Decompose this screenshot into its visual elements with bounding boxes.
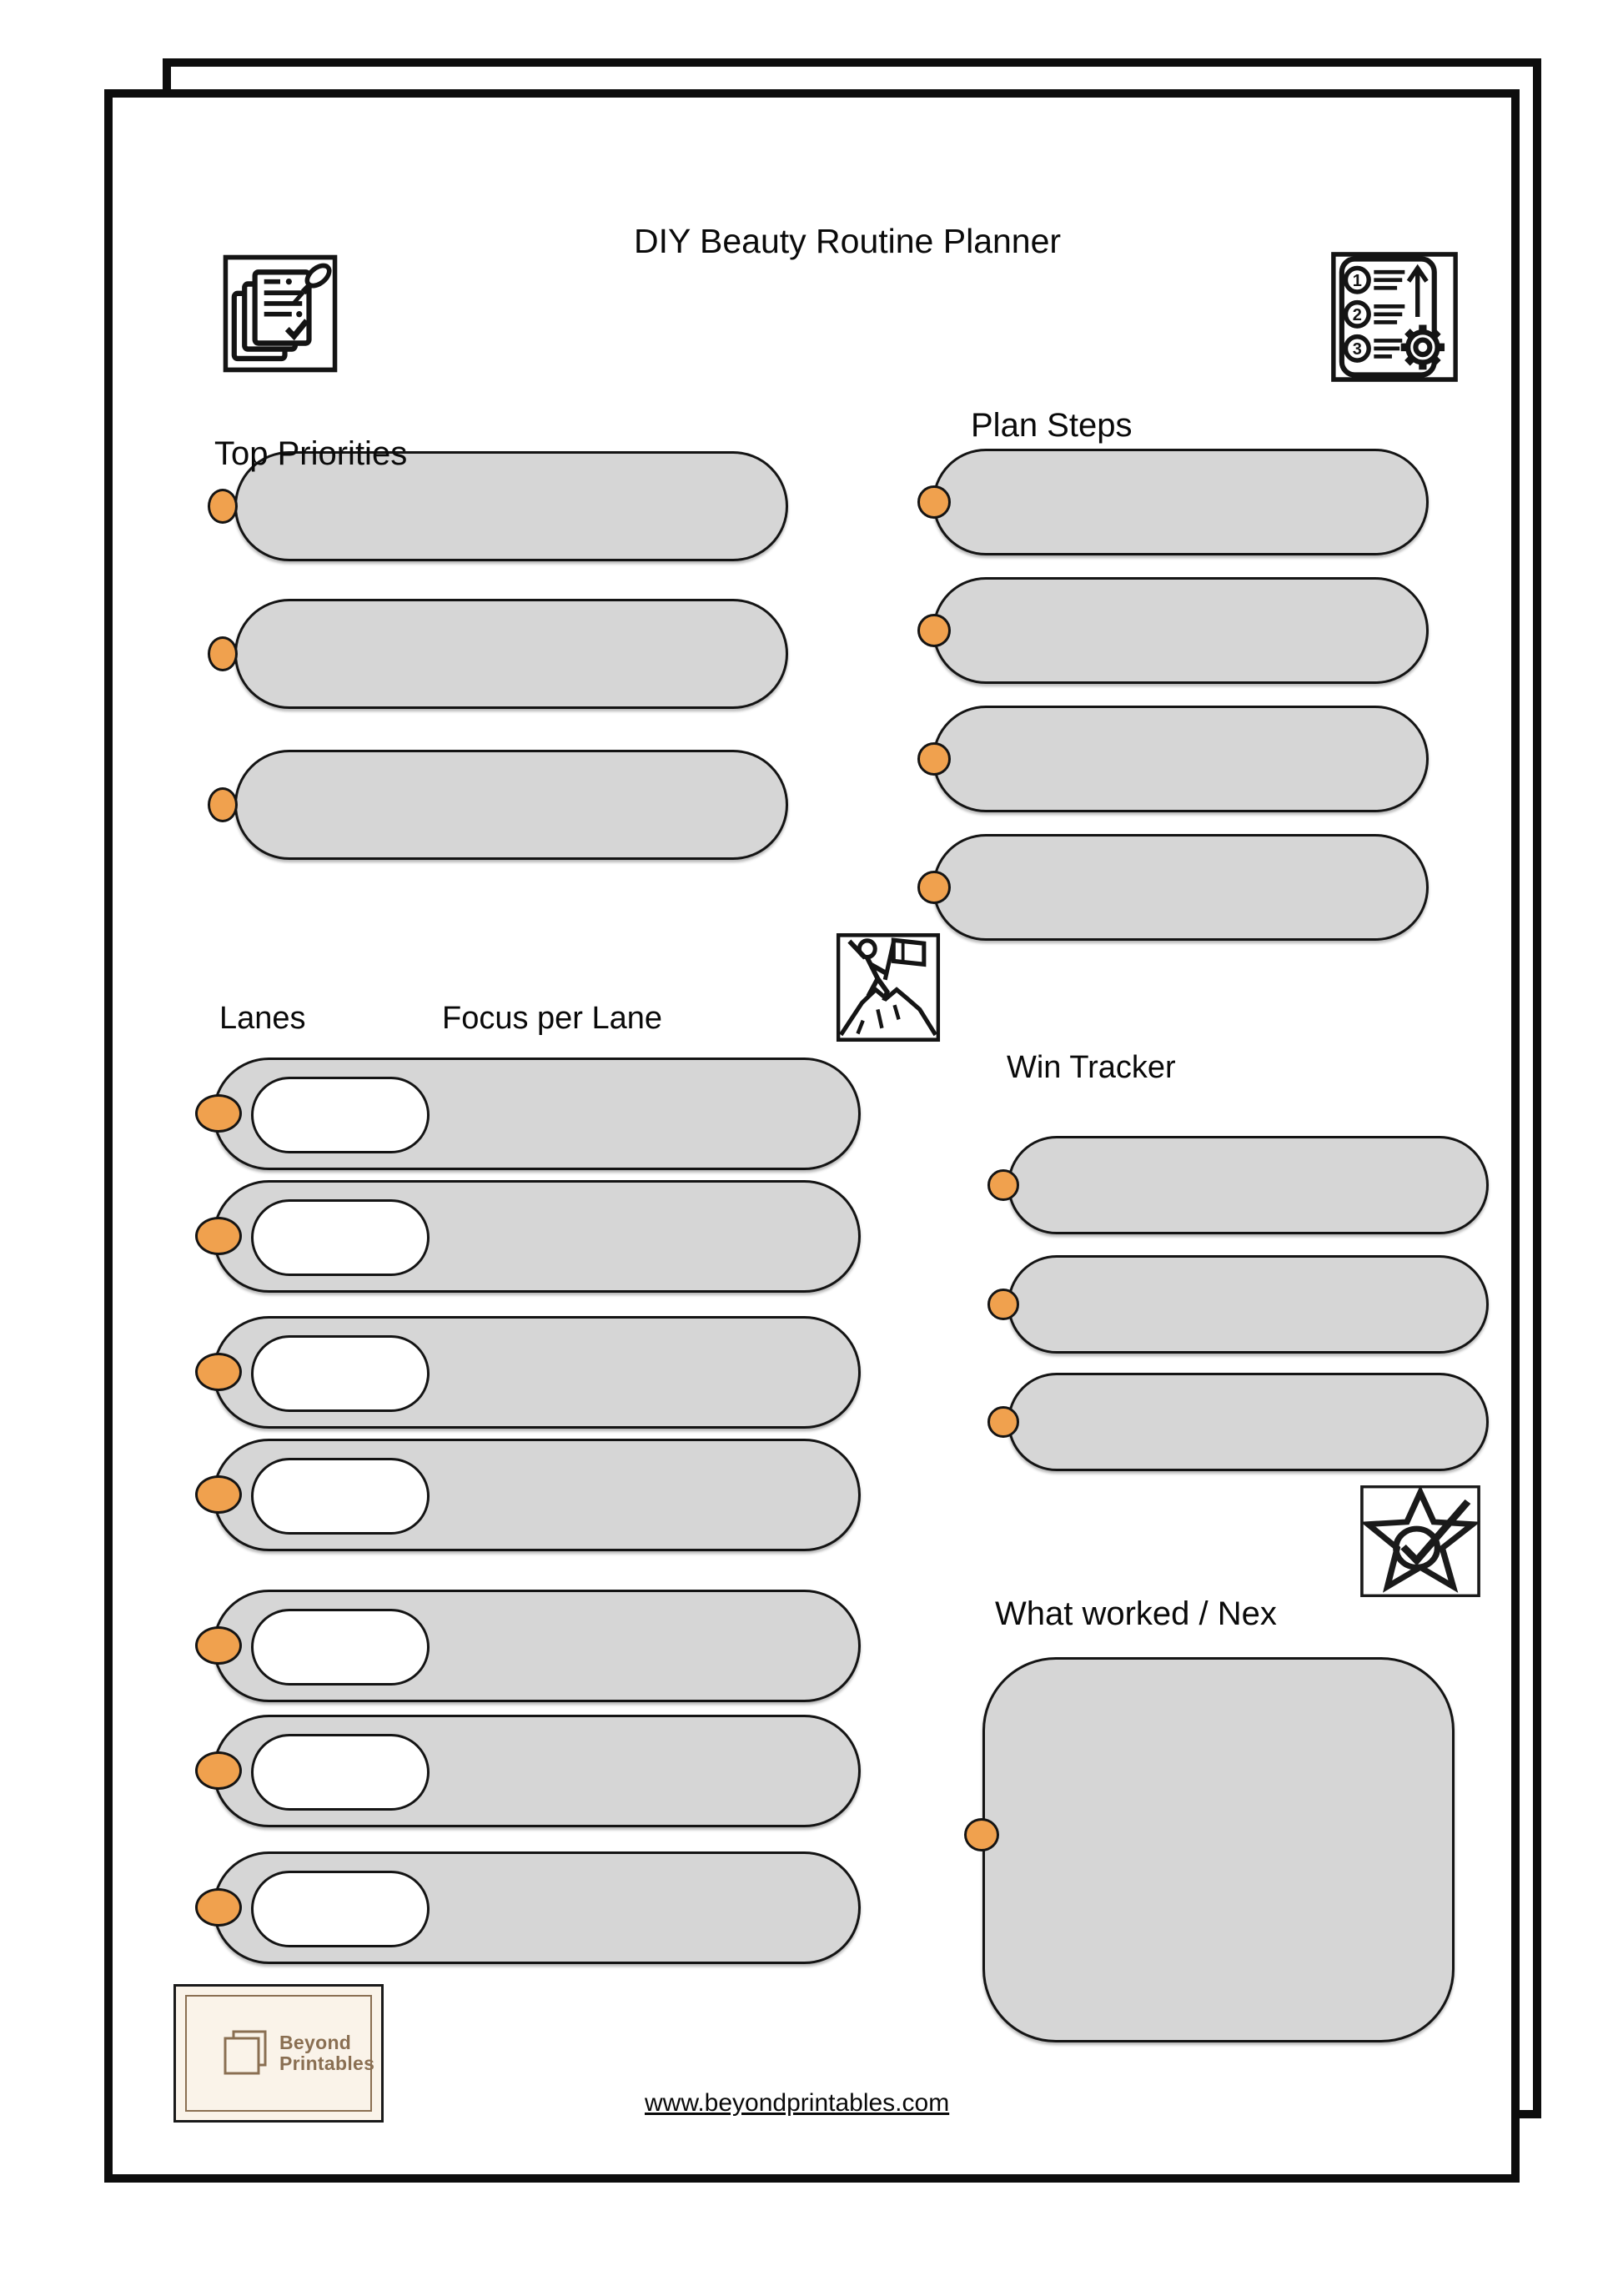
review-notes-field [982, 1657, 1455, 2042]
review-marker-dot [964, 1818, 999, 1851]
priority-field-3 [234, 750, 788, 860]
lane-marker-dot-4 [195, 1475, 242, 1514]
lane-row-6 [213, 1715, 861, 1827]
priority-marker-dot-2 [208, 636, 238, 671]
footer-website-link[interactable]: www.beyondprintables.com [645, 2089, 950, 2117]
lane-row-3 [213, 1316, 861, 1429]
lane-row-7 [213, 1851, 861, 1964]
priority-field-2 [234, 599, 788, 709]
pinned-notes-icon [223, 254, 338, 373]
lane-marker-dot-1 [195, 1094, 242, 1133]
lane-row-1 [213, 1058, 861, 1170]
lane-name-field-6 [251, 1734, 430, 1811]
svg-text:1: 1 [1352, 271, 1362, 290]
brand-name-line2: Printables [279, 2052, 375, 2074]
plan-step-marker-dot-4 [917, 871, 951, 904]
star-check-icon [1359, 1485, 1481, 1598]
win-marker-dot-1 [987, 1169, 1019, 1201]
svg-text:3: 3 [1352, 339, 1362, 359]
plan-step-field-4 [932, 834, 1429, 941]
win-field-1 [1007, 1136, 1489, 1234]
lane-name-field-1 [251, 1077, 430, 1153]
lane-row-4 [213, 1439, 861, 1551]
win-field-2 [1007, 1255, 1489, 1354]
brand-logo-frame [185, 1995, 375, 2112]
win-field-3 [1007, 1373, 1489, 1471]
brand-logo [173, 1984, 384, 2123]
plan-step-field-3 [932, 706, 1429, 812]
lane-name-field-4 [251, 1458, 430, 1535]
lane-name-field-3 [251, 1335, 430, 1412]
lane-marker-dot-5 [195, 1626, 242, 1665]
lane-name-field-5 [251, 1609, 430, 1686]
summit-flag-icon [836, 932, 941, 1042]
plan-step-field-1 [932, 449, 1429, 555]
win-marker-dot-3 [987, 1406, 1019, 1438]
brand-logo-text [279, 2032, 374, 2075]
win-tracker-heading: Win Tracker [1007, 1050, 1176, 1085]
lane-marker-dot-3 [195, 1353, 242, 1391]
page-title: DIY Beauty Routine Planner [634, 222, 1062, 260]
priority-marker-dot-1 [208, 489, 238, 524]
plan-step-marker-dot-1 [917, 485, 951, 519]
numbered-steps-gear-icon [1330, 251, 1459, 383]
plan-step-marker-dot-3 [917, 742, 951, 776]
win-marker-dot-2 [987, 1289, 1019, 1320]
lane-name-field-2 [251, 1199, 430, 1276]
focus-per-lane-heading: Focus per Lane [442, 1001, 663, 1036]
top-priorities-heading: Top Priorities [214, 435, 408, 472]
lane-marker-dot-2 [195, 1217, 242, 1255]
brand-name-line1: Beyond [279, 2031, 352, 2053]
lanes-heading: Lanes [219, 1001, 306, 1036]
lane-marker-dot-7 [195, 1888, 242, 1927]
lane-row-2 [213, 1180, 861, 1293]
lane-row-5 [213, 1590, 861, 1702]
plan-steps-heading: Plan Steps [971, 407, 1133, 444]
plan-step-marker-dot-2 [917, 614, 951, 647]
review-heading: What worked / Nex [995, 1595, 1277, 1632]
priority-marker-dot-3 [208, 787, 238, 822]
plan-step-field-2 [932, 577, 1429, 684]
lane-marker-dot-6 [195, 1751, 242, 1790]
lane-name-field-7 [251, 1871, 430, 1947]
stacked-pages-icon [224, 2030, 269, 2077]
svg-text:2: 2 [1352, 305, 1362, 325]
